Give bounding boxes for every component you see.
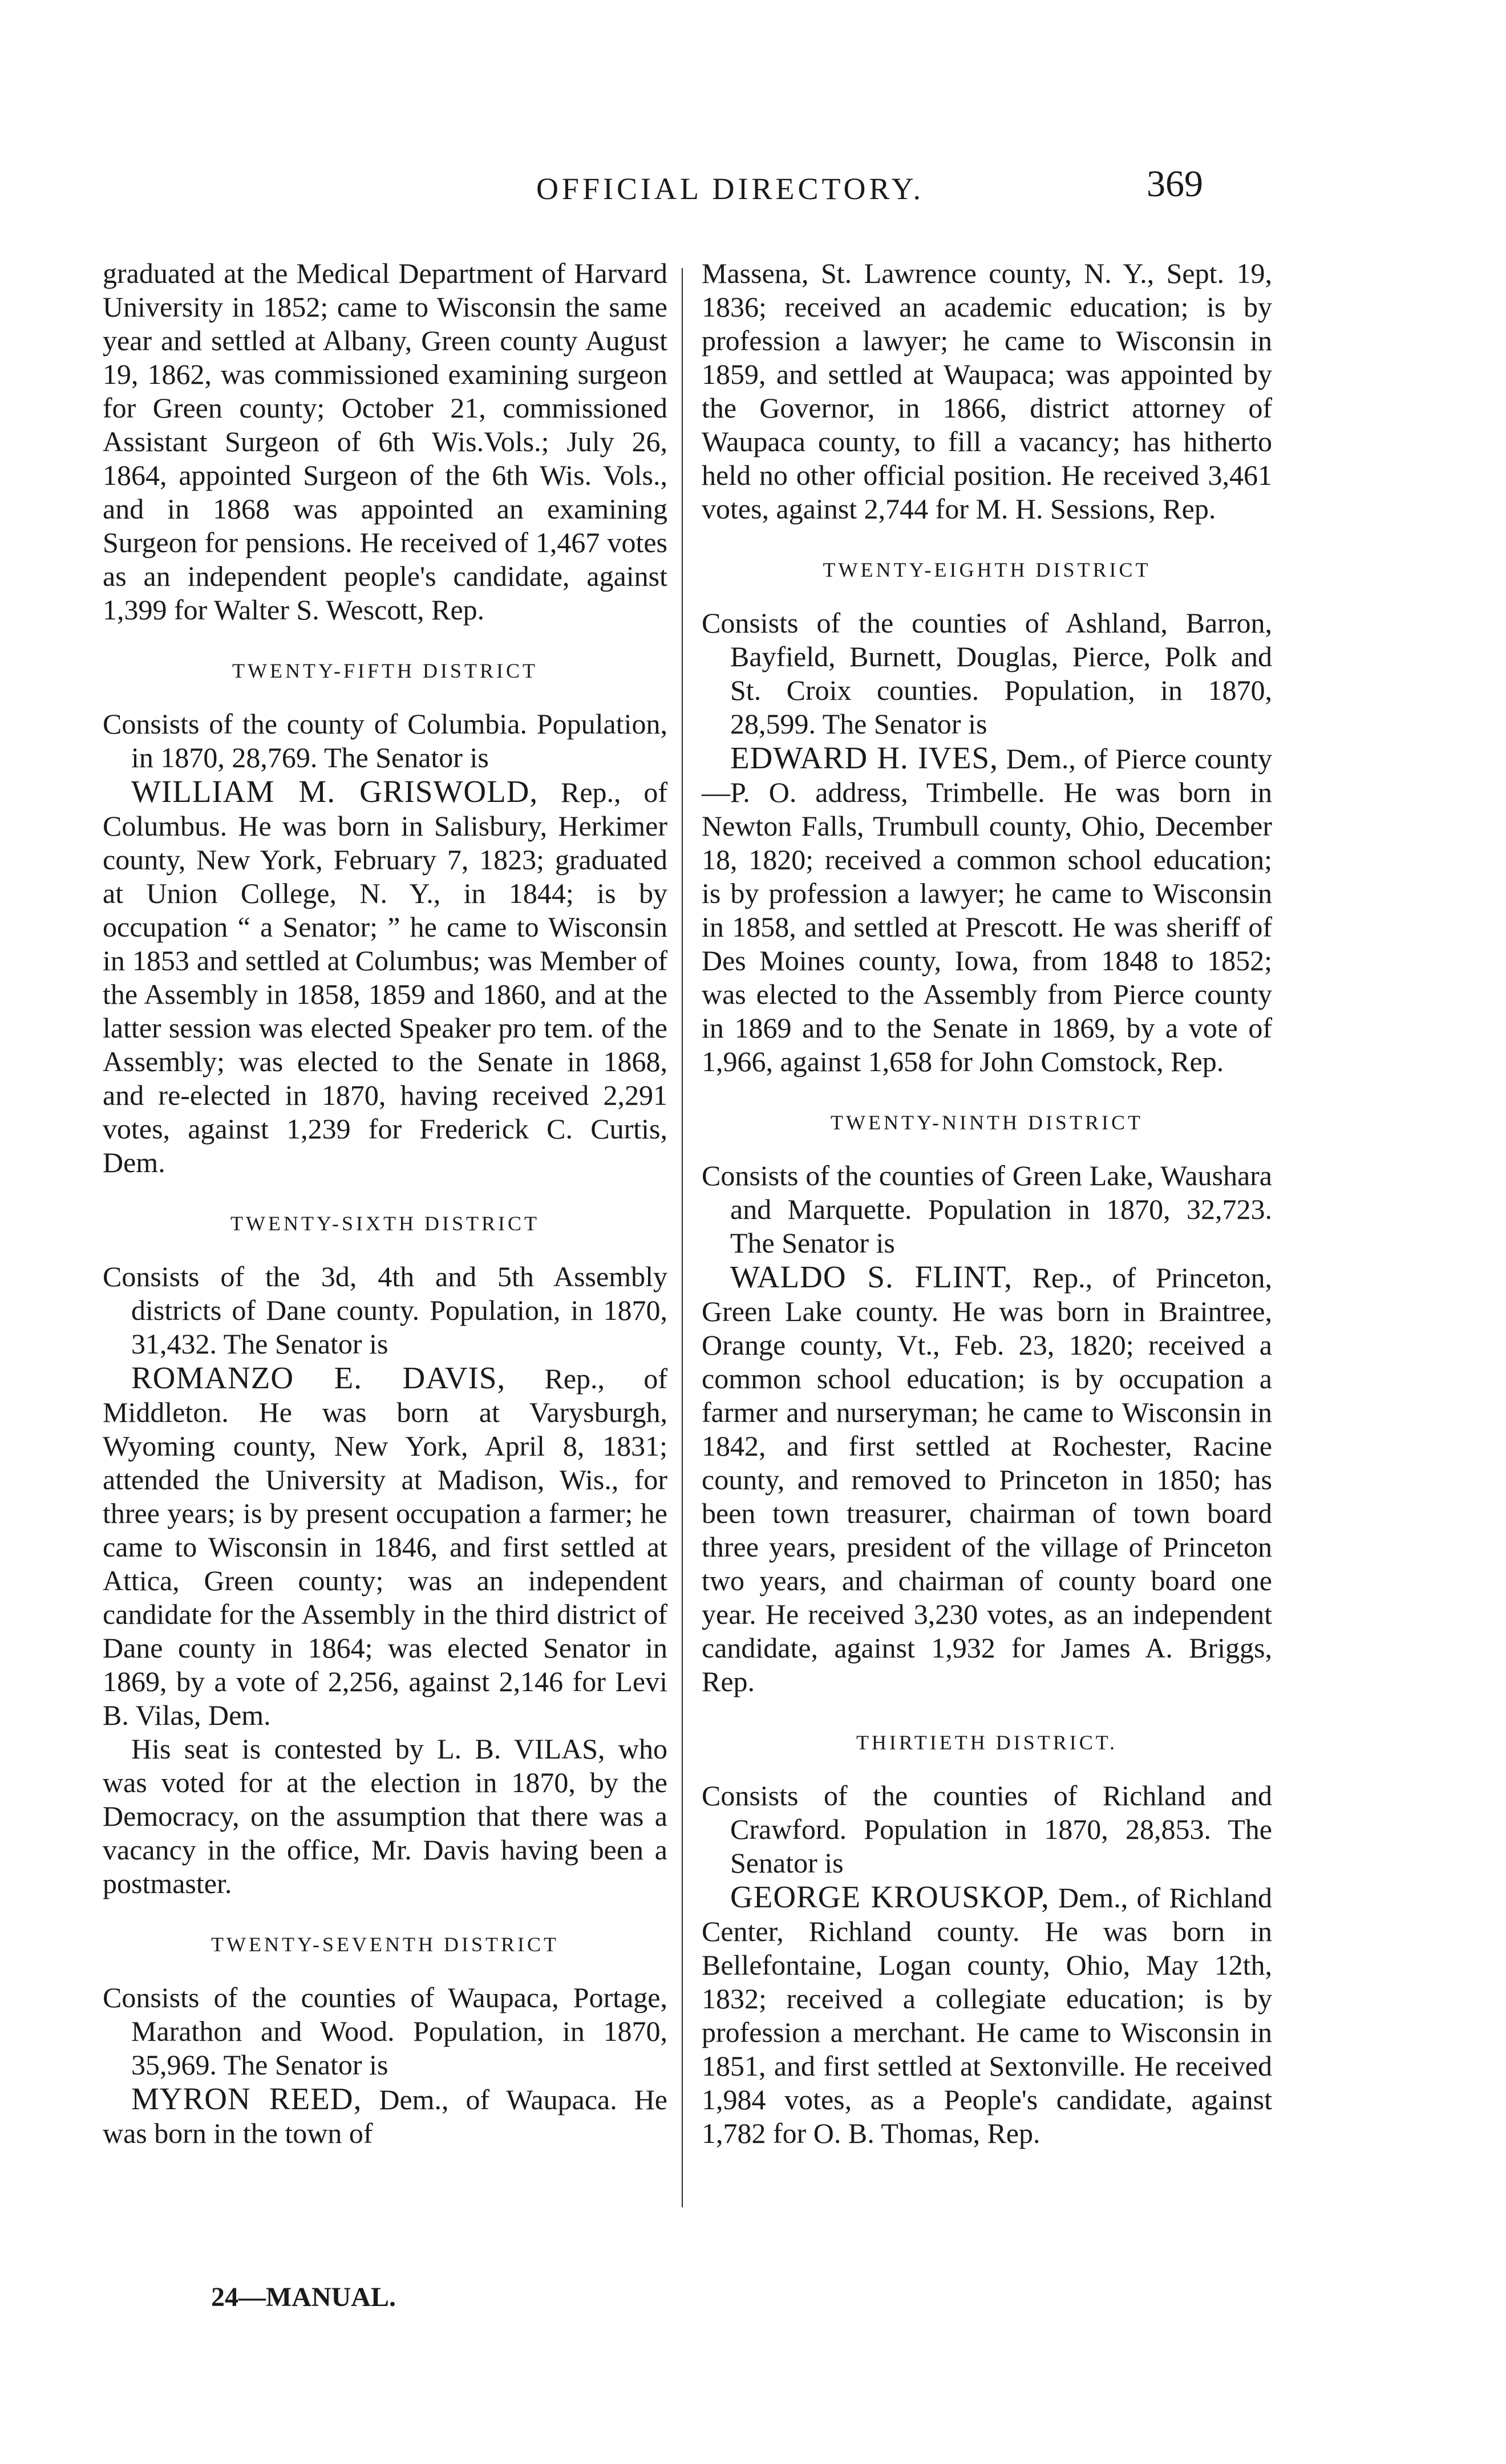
district-heading-26: TWENTY-SIXTH DISTRICT (230, 1212, 540, 1235)
district-description-25: Consists of the county of Columbia. Population, in 1870, 28,769. The Senator is (103, 708, 667, 773)
senator-bio-30: Dem., of Richland Center, Richland county. He was born in Bellefontaine, Logan county, Ohio, May 12th, 1832; received a collegiate education; is by profession a merchant. He came to Wisconsin in 1851, and first settled at Sextonville. He received 1,984 votes, as a People's candidate, against 1,782 for O. B. Thomas, Rep. (702, 1882, 1272, 2149)
senator-bio-26: Rep., of Middleton. He was born at Varysburgh, Wyoming county, New York, April 8, 1831; attended the University at Madison, Wis., for three years; is by present occupation a farmer; he came to Wisconsin in 1846, and first settled at Attica, Green county; was an independent candidate for the Assembly in the third district of Dane county in 1864; was elected Senator in 1869, by a vote of 2,256, against 2,146 for Levi B. Vilas, Dem. (103, 1363, 667, 1731)
senator-bio-27: Dem., of Waupaca. He was born in the town of (103, 2084, 668, 2149)
district-heading-27: TWENTY-SEVENTH DISTRICT (211, 1933, 559, 1956)
district-heading-28: TWENTY-EIGHTH DISTRICT (823, 558, 1151, 581)
column-divider (682, 268, 683, 2207)
page-number: 369 (1147, 163, 1203, 205)
senator-name-26: ROMANZO E. DAVIS, (131, 1360, 506, 1395)
senator-entry-28 (702, 741, 1272, 1079)
district-description-30: Consists of the counties of Richland and Crawford. Population in 1870, 28,853. The Senator is (702, 1780, 1272, 1879)
contest-note-26: His seat is contested by L. B. VILAS, who was voted for at the election in 1870, by the Democracy, on the assumption that there was a vacancy in the office, Mr. Davis having been a postmaster. (103, 1733, 667, 1899)
senator-entry-25 (103, 775, 667, 1180)
signature-mark: 24—MANUAL. (211, 2282, 396, 2312)
senator-name-27: MYRON REED, (131, 2081, 362, 2116)
left-column (103, 257, 667, 2150)
senator-bio-29: Rep., of Princeton, Green Lake county. He was born in Braintree, Orange county, Vt., Feb. 23, 1820; received a common school education; is by occupation a farmer and nurseryman; he came to Wisconsin in 1842, and first settled at Rochester, Racine county, and removed to Princeton in 1850; has been town treasurer, chairman of town board three years, president of the village of Princeton two years, and chairman of county board one year. He received 3,230 votes, as an independent candidate, against 1,932 for James A. Briggs, Rep. (702, 1262, 1272, 1697)
district-description-26: Consists of the 3d, 4th and 5th Assembly districts of Dane county. Population, in 1870, 31,432. The Senator is (103, 1261, 667, 1360)
district-heading-29: TWENTY-NINTH DISTRICT (831, 1111, 1143, 1134)
senator-name-28: EDWARD H. IVES, (730, 740, 998, 775)
continued-paragraph: graduated at the Medical Department of Harvard University in 1852; came to Wisconsin the same year and settled at Albany, Green county August 19, 1862, was commissioned examining surgeon for Green county; October 21, commissioned Assistant Surgeon of 6th Wis.Vols.; July 26, 1864, appointed Surgeon of the 6th Wis. Vols., and in 1868 was appointed an examining Surgeon for pensions. He received of 1,467 votes as an independent people's candidate, against 1,399 for Walter S. Wescott, Rep. (103, 257, 667, 626)
senator-entry-30 (702, 1880, 1272, 2150)
senator-name-29: WALDO S. FLINT, (730, 1259, 1013, 1294)
senator-bio-25: Rep., of Columbus. He was born in Salisbury, Herkimer county, New York, February 7, 1823; graduated at Union College, N. Y., in 1844; is by occupation “ a Senator; ” he came to Wisconsin in 1853 and settled at Columbus; was Member of the Assembly in 1858, 1859 and 1860, and at the latter session was elected Speaker pro tem. of the Assembly; was elected to the Senate in 1868, and re-elected in 1870, having received 2,291 votes, against 1,239 for Frederick C. Curtis, Dem. (103, 776, 667, 1178)
continued-paragraph-27: Massena, St. Lawrence county, N. Y., Sept. 19, 1836; received an academic education; is by profession a lawyer; he came to Wisconsin in 1859, and settled at Waupaca; was appointed by the Governor, in 1866, district attorney of Waupaca county, to fill a vacancy; has hitherto held no other official position. He received 3,461 votes, against 2,744 for M. H. Sessions, Rep. (702, 257, 1272, 525)
senator-entry-29 (702, 1260, 1272, 1699)
senator-entry-27 (103, 2082, 667, 2150)
right-column (702, 257, 1272, 2150)
district-heading-25: TWENTY-FIFTH DISTRICT (232, 659, 538, 682)
district-description-27: Consists of the counties of Waupaca, Portage, Marathon and Wood. Population, in 1870, 35,969. The Senator is (103, 1981, 667, 2081)
district-description-28: Consists of the counties of Ashland, Barron, Bayfield, Burnett, Douglas, Pierce, Polk and St. Croix counties. Population, in 1870, 28,599. The Senator is (702, 607, 1272, 740)
running-head: OFFICIAL DIRECTORY. (536, 172, 925, 206)
senator-entry-26 (103, 1361, 667, 1732)
district-description-29: Consists of the counties of Green Lake, Waushara and Marquette. Population in 1870, 32,723. The Senator is (702, 1160, 1272, 1259)
district-heading-30: THIRTIETH DISTRICT. (856, 1731, 1118, 1754)
senator-name-30: GEORGE KROUSKOP, (730, 1879, 1050, 1914)
senator-bio-28: Dem., of Pierce county—P. O. address, Trimbelle. He was born in Newton Falls, Trumbull county, Ohio, December 18, 1820; received a common school education; is by profession a lawyer; he came to Wisconsin in 1858, and settled at Prescott. He was sheriff of Des Moines county, Iowa, from 1848 to 1852; was elected to the Assembly from Pierce county in 1869 and to the Senate in 1869, by a vote of 1,966, against 1,658 for John Comstock, Rep. (702, 743, 1272, 1077)
senator-name-25: WILLIAM M. GRISWOLD, (131, 774, 539, 809)
